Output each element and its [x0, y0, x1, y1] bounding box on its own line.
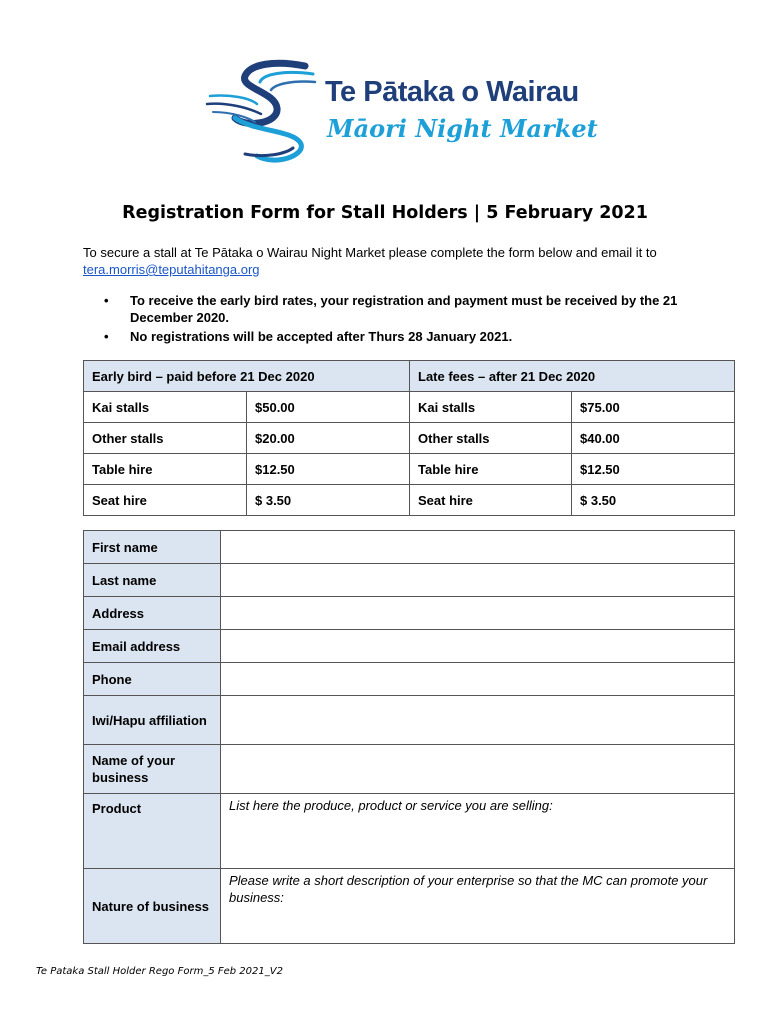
table-row — [84, 392, 735, 423]
fee-item: Other stalls — [84, 423, 247, 454]
address-label: Address — [84, 597, 221, 630]
business-name-label: Name of your business — [84, 745, 221, 794]
notice-list — [104, 292, 740, 347]
nature-label: Nature of business — [84, 869, 221, 944]
list-item: • To receive the early bird rates, your registration and payment must be received by the 21 December 2020. — [104, 293, 678, 325]
fee-item: Seat hire — [84, 485, 247, 516]
fee-item: Table hire — [84, 454, 247, 485]
table-row — [84, 531, 735, 564]
footer: Te Pataka Stall Holder Rego Form_5 Feb 2021_V2 — [36, 966, 283, 977]
product-field[interactable]: List here the produce, product or service you are selling: — [221, 794, 735, 869]
fee-item: Kai stalls — [84, 392, 247, 423]
table-row — [84, 794, 735, 869]
logo — [205, 58, 598, 170]
logo-subtitle: Māori Night Market — [327, 114, 598, 143]
last-name-field[interactable] — [221, 564, 735, 597]
fee-price: $ 3.50 — [572, 485, 735, 516]
fee-price: $ 3.50 — [247, 485, 410, 516]
fee-item: Seat hire — [410, 485, 572, 516]
fees-table — [83, 360, 735, 516]
table-row — [84, 745, 735, 794]
first-name-label: First name — [84, 531, 221, 564]
bullet-icon: • — [104, 293, 109, 308]
nature-field[interactable]: Please write a short description of your enterprise so that the MC can promote your business: — [221, 869, 735, 944]
table-row — [84, 485, 735, 516]
table-row — [84, 630, 735, 663]
fee-item: Table hire — [410, 454, 572, 485]
phone-field[interactable] — [221, 663, 735, 696]
list-item: • No registrations will be accepted after Thurs 28 January 2021. — [104, 329, 513, 344]
table-row — [84, 564, 735, 597]
business-name-field[interactable] — [221, 745, 735, 794]
table-row — [84, 454, 735, 485]
fee-item: Kai stalls — [410, 392, 572, 423]
registration-form — [83, 530, 735, 944]
fee-price: $12.50 — [572, 454, 735, 485]
early-bird-header: Early bird – paid before 21 Dec 2020 — [84, 361, 410, 392]
first-name-field[interactable] — [221, 531, 735, 564]
last-name-label: Last name — [84, 564, 221, 597]
fee-item: Other stalls — [410, 423, 572, 454]
table-row — [84, 361, 735, 392]
fee-price: $75.00 — [572, 392, 735, 423]
address-field[interactable] — [221, 597, 735, 630]
fee-price: $12.50 — [247, 454, 410, 485]
email-field[interactable] — [221, 630, 735, 663]
intro-paragraph — [83, 244, 738, 278]
logo-title: Te Pātaka o Wairau — [325, 76, 579, 108]
table-row — [84, 663, 735, 696]
fee-price: $20.00 — [247, 423, 410, 454]
iwi-field[interactable] — [221, 696, 735, 745]
swirl-logo-icon — [205, 58, 320, 170]
phone-label: Phone — [84, 663, 221, 696]
page-title: Registration Form for Stall Holders | 5 February 2021 — [122, 203, 648, 223]
email-label: Email address — [84, 630, 221, 663]
iwi-label: Iwi/Hapu affiliation — [84, 696, 221, 745]
bullet-icon: • — [104, 329, 109, 344]
fee-price: $40.00 — [572, 423, 735, 454]
table-row — [84, 869, 735, 944]
fee-price: $50.00 — [247, 392, 410, 423]
table-row — [84, 423, 735, 454]
table-row — [84, 696, 735, 745]
email-link[interactable]: tera.morris@teputahitanga.org — [83, 262, 260, 277]
intro-text: To secure a stall at Te Pātaka o Wairau Night Market please complete the form below and email it to — [83, 245, 657, 260]
table-row — [84, 597, 735, 630]
product-label: Product — [84, 794, 221, 869]
late-fees-header: Late fees – after 21 Dec 2020 — [410, 361, 735, 392]
